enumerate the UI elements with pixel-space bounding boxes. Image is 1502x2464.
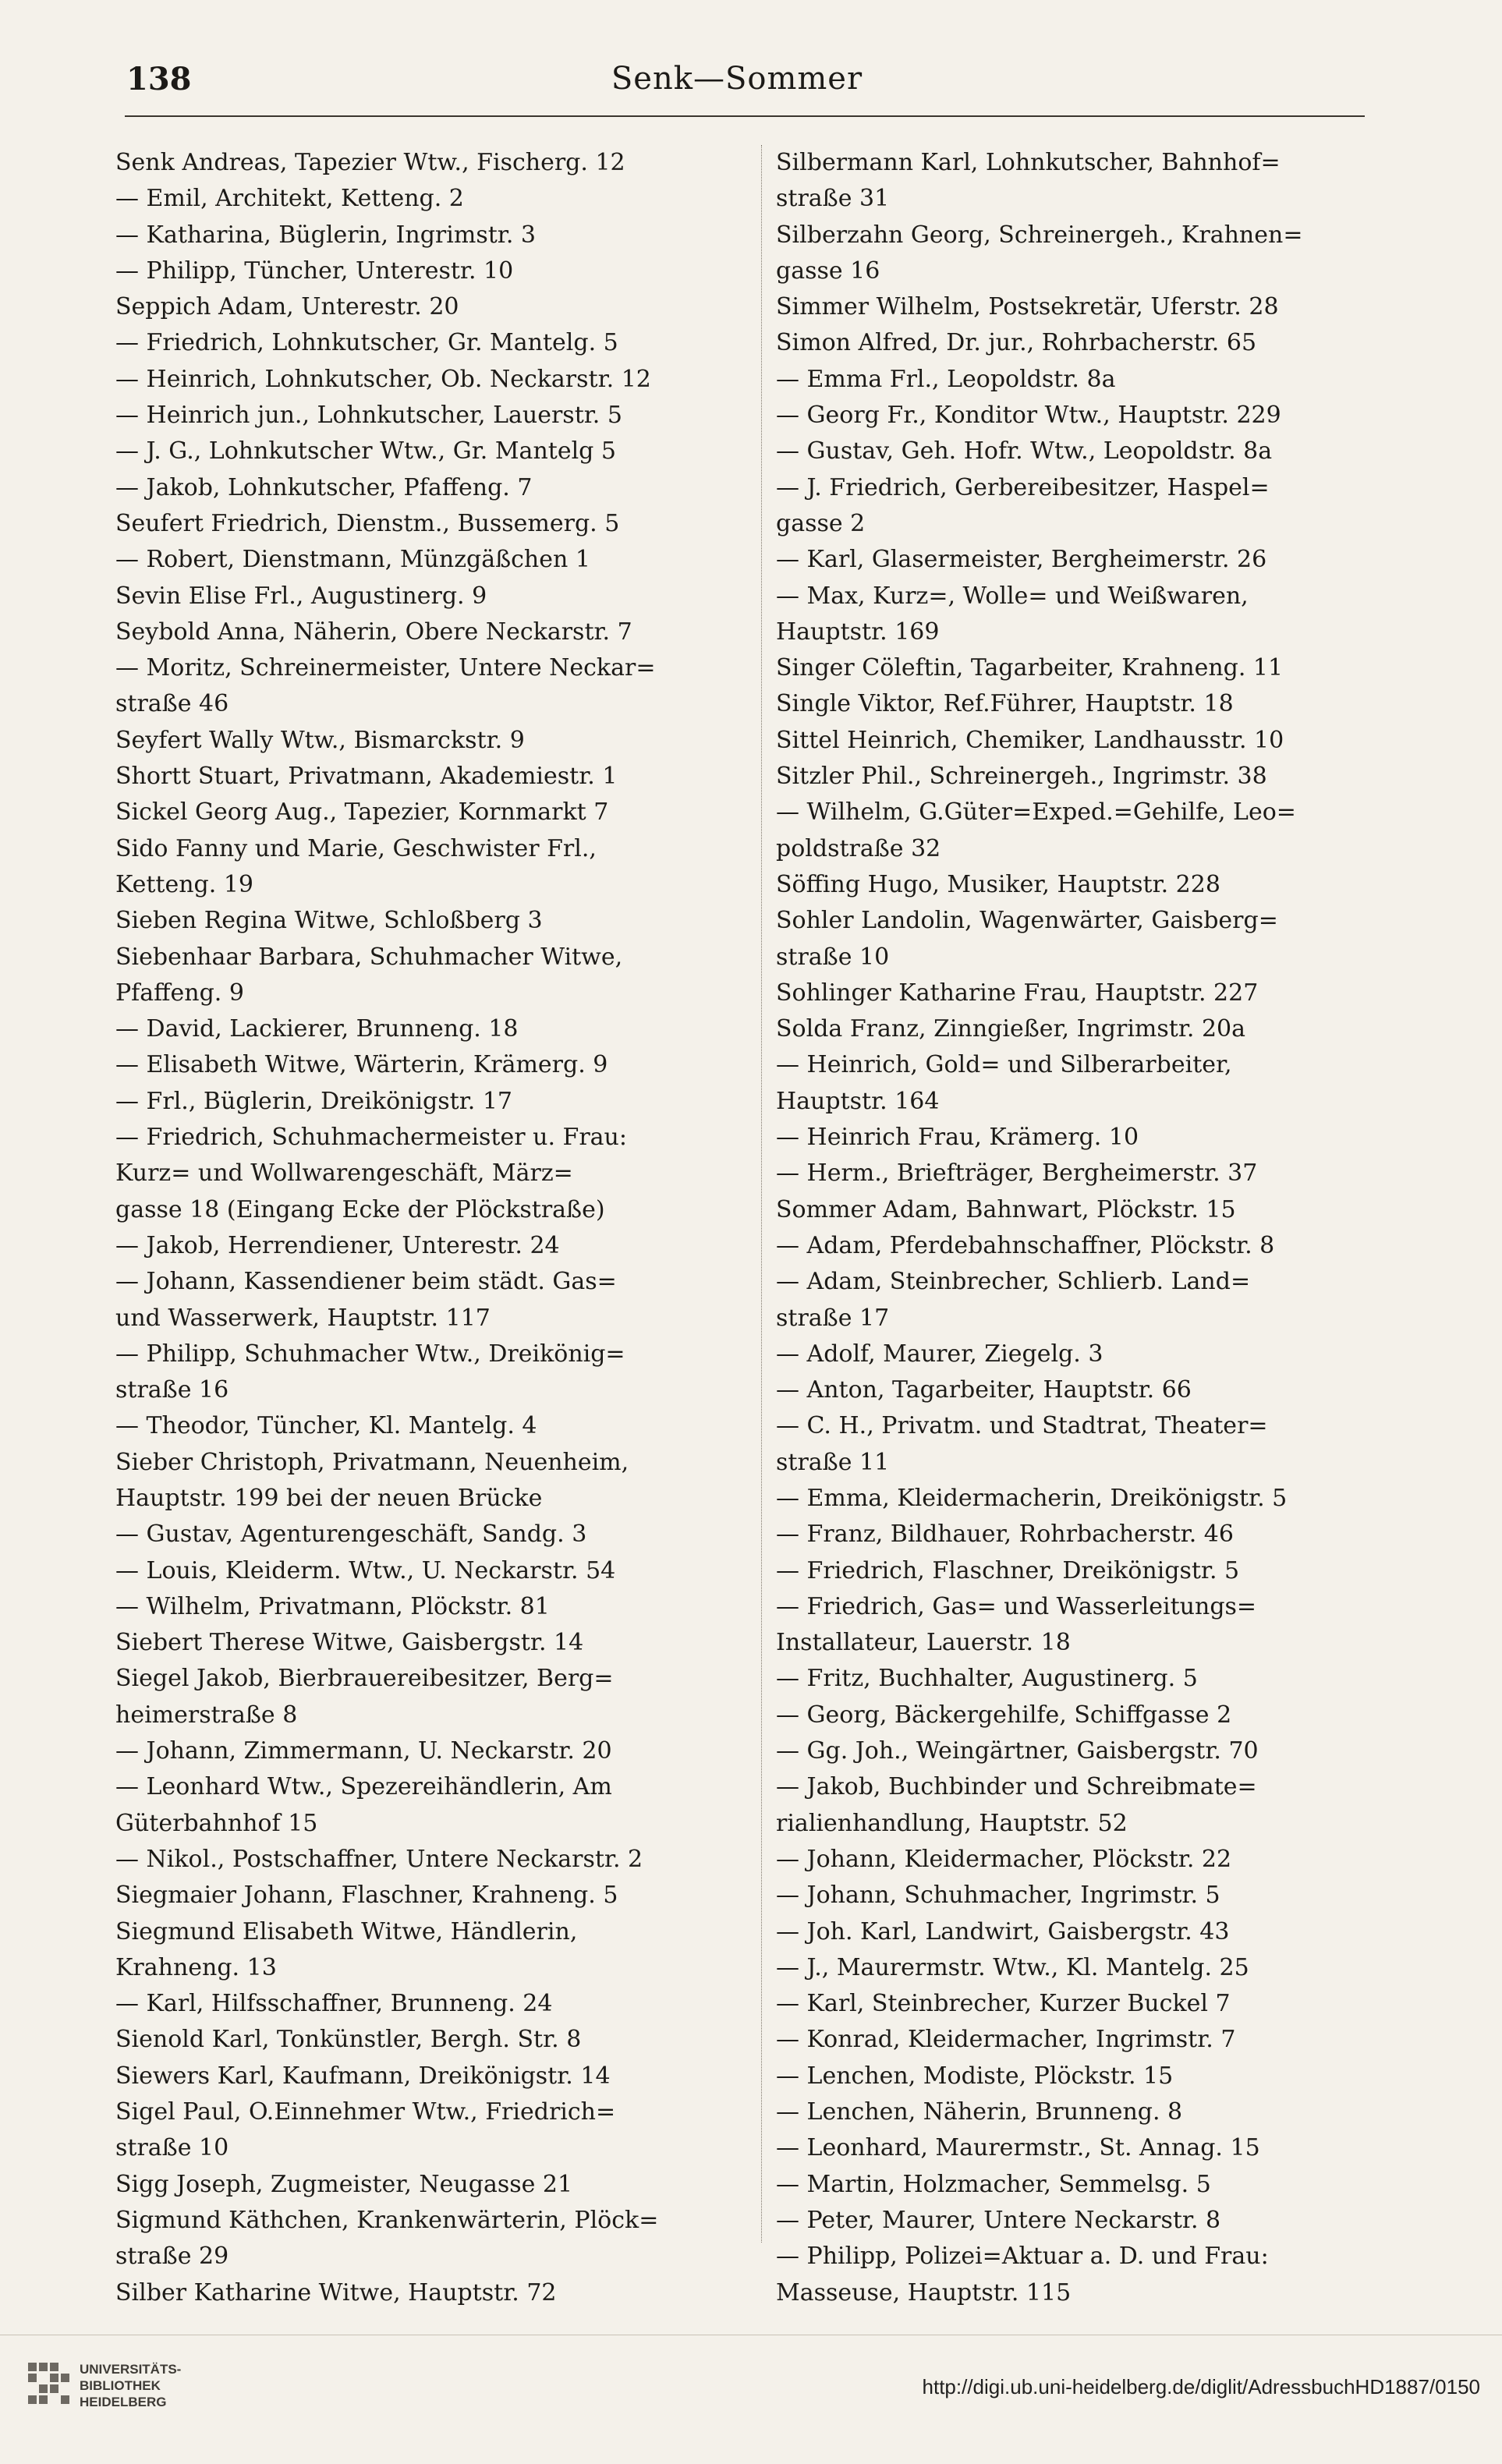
column-divider: [761, 145, 762, 2243]
directory-entry-line: straße 11: [776, 1448, 890, 1476]
directory-entry-line: Sitzler Phil., Schreinergeh., Ingrimstr. 38: [776, 763, 1267, 791]
directory-entry-line: — David, Lackierer, Brunneng. 18: [115, 1015, 519, 1043]
directory-entry-line: Kurz= und Wollwarengeschäft, März=: [115, 1159, 573, 1188]
library-name: [80, 2361, 181, 2410]
directory-entry-line: straße 46: [115, 690, 229, 718]
directory-entry-line: Sohler Landolin, Wagenwärter, Gaisberg=: [776, 907, 1278, 935]
directory-entry-line: — Anton, Tagarbeiter, Hauptstr. 66: [776, 1376, 1192, 1404]
directory-entry-line: — Wilhelm, Privatmann, Plöckstr. 81: [115, 1592, 550, 1620]
directory-entry-line: — Lenchen, Näherin, Brunneng. 8: [776, 2098, 1183, 2126]
directory-entry-line: — J. G., Lohnkutscher Wtw., Gr. Mantelg 5: [115, 437, 616, 466]
directory-entry-line: — Jakob, Herrendiener, Unterestr. 24: [115, 1231, 560, 1259]
directory-entry-line: rialienhandlung, Hauptstr. 52: [776, 1809, 1128, 1837]
directory-entry-line: Seppich Adam, Unterestr. 20: [115, 293, 459, 321]
directory-entry-line: — Theodor, Tüncher, Kl. Mantelg. 4: [115, 1412, 537, 1440]
directory-entry-line: — Franz, Bildhauer, Rohrbacherstr. 46: [776, 1521, 1234, 1549]
directory-entry-line: — Adam, Steinbrecher, Schlierb. Land=: [776, 1268, 1251, 1296]
directory-entry-line: — Friedrich, Flaschner, Dreikönigstr. 5: [776, 1556, 1240, 1584]
directory-entry-line: Sienold Karl, Tonkünstler, Bergh. Str. 8: [115, 2026, 582, 2054]
library-name-line: HEIDELBERG: [80, 2395, 167, 2409]
directory-entry-line: — Heinrich jun., Lohnkutscher, Lauerstr. 5: [115, 402, 622, 430]
directory-entry-line: Krahneng. 13: [115, 1953, 277, 1981]
library-name-line: BIBLIOTHEK: [80, 2378, 161, 2393]
directory-entry-line: — J. Friedrich, Gerbereibesitzer, Haspel=: [776, 473, 1270, 501]
directory-entry-line: — Leonhard Wtw., Spezereihändlerin, Am: [115, 1773, 612, 1801]
directory-entry-line: — Peter, Maurer, Untere Neckarstr. 8: [776, 2206, 1221, 2234]
directory-entry-line: — Friedrich, Gas= und Wasserleitungs=: [776, 1592, 1257, 1620]
directory-entry-line: Silber Katharine Witwe, Hauptstr. 72: [115, 2278, 557, 2306]
directory-entry-line: Sigel Paul, O.Einnehmer Wtw., Friedrich=: [115, 2098, 616, 2126]
directory-entry-line: — Georg, Bäckergehilfe, Schiffgasse 2: [776, 1701, 1232, 1729]
directory-entry-line: poldstraße 32: [776, 834, 941, 862]
running-head: Senk—Sommer: [611, 61, 863, 97]
directory-entry-line: Sieber Christoph, Privatmann, Neuenheim,: [115, 1448, 629, 1476]
directory-entry-line: straße 10: [776, 943, 890, 971]
directory-entry-line: Sieben Regina Witwe, Schloßberg 3: [115, 907, 543, 935]
left-column: [115, 145, 747, 2311]
directory-entry-line: — Konrad, Kleidermacher, Ingrimstr. 7: [776, 2026, 1236, 2054]
directory-entry-line: Sigmund Käthchen, Krankenwärterin, Plöck=: [115, 2206, 659, 2234]
directory-entry-line: — Johann, Zimmermann, U. Neckarstr. 20: [115, 1737, 612, 1765]
directory-entry-line: — Johann, Kassendiener beim städt. Gas=: [115, 1268, 617, 1296]
directory-entry-line: — Emil, Architekt, Ketteng. 2: [115, 185, 464, 213]
directory-entry-line: — Frl., Büglerin, Dreikönigstr. 17: [115, 1087, 512, 1115]
directory-entry-line: Pfaffeng. 9: [115, 979, 244, 1007]
directory-entry-line: — Jakob, Buchbinder und Schreibmate=: [776, 1773, 1257, 1801]
directory-entry-line: Hauptstr. 164: [776, 1087, 940, 1115]
directory-entry-line: — Heinrich, Lohnkutscher, Ob. Neckarstr. 12: [115, 365, 651, 393]
directory-entry-line: Sommer Adam, Bahnwart, Plöckstr. 15: [776, 1195, 1236, 1223]
directory-entry-line: Siegel Jakob, Bierbrauereibesitzer, Berg=: [115, 1665, 614, 1693]
directory-entry-line: — Robert, Dienstmann, Münzgäßchen 1: [115, 546, 590, 574]
directory-entry-line: — Heinrich, Gold= und Silberarbeiter,: [776, 1051, 1232, 1079]
directory-entry-line: Siebert Therese Witwe, Gaisbergstr. 14: [115, 1629, 584, 1657]
directory-entry-line: Söffing Hugo, Musiker, Hauptstr. 228: [776, 870, 1220, 898]
directory-entry-line: Senk Andreas, Tapezier Wtw., Fischerg. 12: [115, 149, 625, 176]
directory-entry-line: — Martin, Holzmacher, Semmelsg. 5: [776, 2170, 1211, 2198]
directory-entry-line: Siegmund Elisabeth Witwe, Händlerin,: [115, 1917, 578, 1945]
directory-entry-line: — Max, Kurz=, Wolle= und Weißwaren,: [776, 582, 1249, 610]
directory-entry-line: — Lenchen, Modiste, Plöckstr. 15: [776, 2062, 1174, 2090]
directory-entry-line: — Heinrich Frau, Krämerg. 10: [776, 1124, 1139, 1152]
directory-entry-line: — Elisabeth Witwe, Wärterin, Krämerg. 9: [115, 1051, 608, 1079]
directory-entry-line: gasse 18 (Eingang Ecke der Plöckstraße): [115, 1195, 605, 1223]
directory-entry-line: — Herm., Briefträger, Bergheimerstr. 37: [776, 1159, 1258, 1188]
directory-entry-line: Ketteng. 19: [115, 870, 253, 898]
page-number: 138: [126, 61, 192, 97]
directory-entry-line: — Katharina, Büglerin, Ingrimstr. 3: [115, 221, 536, 249]
directory-entry-line: Hauptstr. 199 bei der neuen Brücke: [115, 1484, 543, 1512]
directory-entry-line: — Moritz, Schreinermeister, Untere Neckar=: [115, 654, 656, 682]
directory-entry-line: Seyfert Wally Wtw., Bismarckstr. 9: [115, 726, 525, 754]
directory-entry-line: — Gg. Joh., Weingärtner, Gaisbergstr. 70: [776, 1737, 1259, 1765]
directory-entry-line: — Louis, Kleiderm. Wtw., U. Neckarstr. 54: [115, 1556, 616, 1584]
directory-entry-line: Installateur, Lauerstr. 18: [776, 1629, 1071, 1657]
directory-entry-line: gasse 2: [776, 509, 866, 537]
directory-entry-line: — Gustav, Geh. Hofr. Wtw., Leopoldstr. 8a: [776, 437, 1273, 466]
directory-entry-line: — Gustav, Agenturengeschäft, Sandg. 3: [115, 1521, 587, 1549]
directory-entry-line: — Joh. Karl, Landwirt, Gaisbergstr. 43: [776, 1917, 1230, 1945]
directory-entry-line: Solda Franz, Zinngießer, Ingrimstr. 20a: [776, 1015, 1246, 1043]
directory-entry-line: — Karl, Hilfsschaffner, Brunneng. 24: [115, 1990, 553, 2018]
directory-entry-line: — Philipp, Polizei=Aktuar a. D. und Frau:: [776, 2243, 1269, 2271]
directory-entry-line: — C. H., Privatm. und Stadtrat, Theater=: [776, 1412, 1268, 1440]
directory-entry-line: — Emma Frl., Leopoldstr. 8a: [776, 365, 1116, 393]
directory-entry-line: — Karl, Steinbrecher, Kurzer Buckel 7: [776, 1990, 1231, 2018]
directory-entry-line: Sittel Heinrich, Chemiker, Landhausstr. 10: [776, 726, 1284, 754]
directory-entry-line: Masseuse, Hauptstr. 115: [776, 2278, 1072, 2306]
directory-entry-line: straße 16: [115, 1376, 229, 1404]
right-column: [776, 145, 1408, 2311]
header-rule: [125, 115, 1365, 117]
directory-entry-line: — Nikol., Postschaffner, Untere Neckarstr. 2: [115, 1845, 643, 1873]
directory-entry-line: Güterbahnhof 15: [115, 1809, 318, 1837]
directory-entry-line: gasse 16: [776, 257, 880, 285]
directory-entry-line: — Jakob, Lohnkutscher, Pfaffeng. 7: [115, 473, 533, 501]
directory-entry-line: — Philipp, Tüncher, Unterestr. 10: [115, 257, 514, 285]
directory-entry-line: Simon Alfred, Dr. jur., Rohrbacherstr. 65: [776, 329, 1257, 357]
directory-entry-line: Sigg Joseph, Zugmeister, Neugasse 21: [115, 2170, 573, 2198]
directory-entry-line: — Adam, Pferdebahnschaffner, Plöckstr. 8: [776, 1231, 1275, 1259]
directory-entry-line: — Leonhard, Maurermstr., St. Annag. 15: [776, 2134, 1260, 2162]
directory-entry-line: — Karl, Glasermeister, Bergheimerstr. 26: [776, 546, 1267, 574]
directory-entry-line: Shortt Stuart, Privatmann, Akademiestr. 1: [115, 763, 618, 791]
directory-entry-line: Single Viktor, Ref.Führer, Hauptstr. 18: [776, 690, 1234, 718]
directory-entry-line: Silberzahn Georg, Schreinergeh., Krahnen=: [776, 221, 1303, 249]
directory-entry-line: Sido Fanny und Marie, Geschwister Frl.,: [115, 834, 597, 862]
library-name-line: UNIVERSITÄTS-: [80, 2362, 182, 2377]
page-header: [117, 61, 1357, 108]
directory-entry-line: straße 31: [776, 185, 890, 213]
directory-entry-line: Sickel Georg Aug., Tapezier, Kornmarkt 7: [115, 798, 609, 827]
source-url-link[interactable]: http://digi.ub.uni-heidelberg.de/diglit/AdressbuchHD1887/0150: [922, 2375, 1480, 2399]
directory-entry-line: Hauptstr. 169: [776, 618, 940, 646]
directory-entry-line: — Adolf, Maurer, Ziegelg. 3: [776, 1340, 1103, 1368]
directory-entry-line: — Fritz, Buchhalter, Augustinerg. 5: [776, 1665, 1198, 1693]
directory-entry-line: straße 29: [115, 2243, 229, 2271]
directory-entry-line: Sevin Elise Frl., Augustinerg. 9: [115, 582, 487, 610]
directory-entry-line: Singer Cöleftin, Tagarbeiter, Krahneng. 11: [776, 654, 1284, 682]
directory-entry-line: Siewers Karl, Kaufmann, Dreikönigstr. 14: [115, 2062, 611, 2090]
directory-entry-line: straße 10: [115, 2134, 229, 2162]
directory-entry-line: — Johann, Schuhmacher, Ingrimstr. 5: [776, 1882, 1220, 1910]
directory-entry-line: Siegmaier Johann, Flaschner, Krahneng. 5: [115, 1882, 618, 1910]
directory-entry-line: Seufert Friedrich, Dienstm., Bussemerg. 5: [115, 509, 620, 537]
directory-entry-line: heimerstraße 8: [115, 1701, 298, 1729]
directory-entry-line: Silbermann Karl, Lohnkutscher, Bahnhof=: [776, 149, 1281, 176]
directory-entry-line: — Friedrich, Schuhmachermeister u. Frau:: [115, 1124, 627, 1152]
directory-entry-line: Siebenhaar Barbara, Schuhmacher Witwe,: [115, 943, 623, 971]
directory-entry-line: Sohlinger Katharine Frau, Hauptstr. 227: [776, 979, 1259, 1007]
directory-entry-line: — Emma, Kleidermacherin, Dreikönigstr. 5: [776, 1484, 1288, 1512]
directory-entry-line: — J., Maurermstr. Wtw., Kl. Mantelg. 25: [776, 1953, 1249, 1981]
directory-entry-line: und Wasserwerk, Hauptstr. 117: [115, 1304, 491, 1332]
directory-entry-line: — Johann, Kleidermacher, Plöckstr. 22: [776, 1845, 1232, 1873]
directory-entry-line: — Friedrich, Lohnkutscher, Gr. Mantelg. 5: [115, 329, 618, 357]
directory-entry-line: Simmer Wilhelm, Postsekretär, Uferstr. 28: [776, 293, 1279, 321]
directory-entry-line: — Wilhelm, G.Güter=Exped.=Gehilfe, Leo=: [776, 798, 1296, 827]
directory-entry-line: Seybold Anna, Näherin, Obere Neckarstr. 7: [115, 618, 632, 646]
library-logo-icon: [28, 2363, 70, 2408]
directory-entry-line: — Georg Fr., Konditor Wtw., Hauptstr. 229: [776, 402, 1281, 430]
directory-entry-line: straße 17: [776, 1304, 890, 1332]
directory-entry-line: — Philipp, Schuhmacher Wtw., Dreikönig=: [115, 1340, 625, 1368]
